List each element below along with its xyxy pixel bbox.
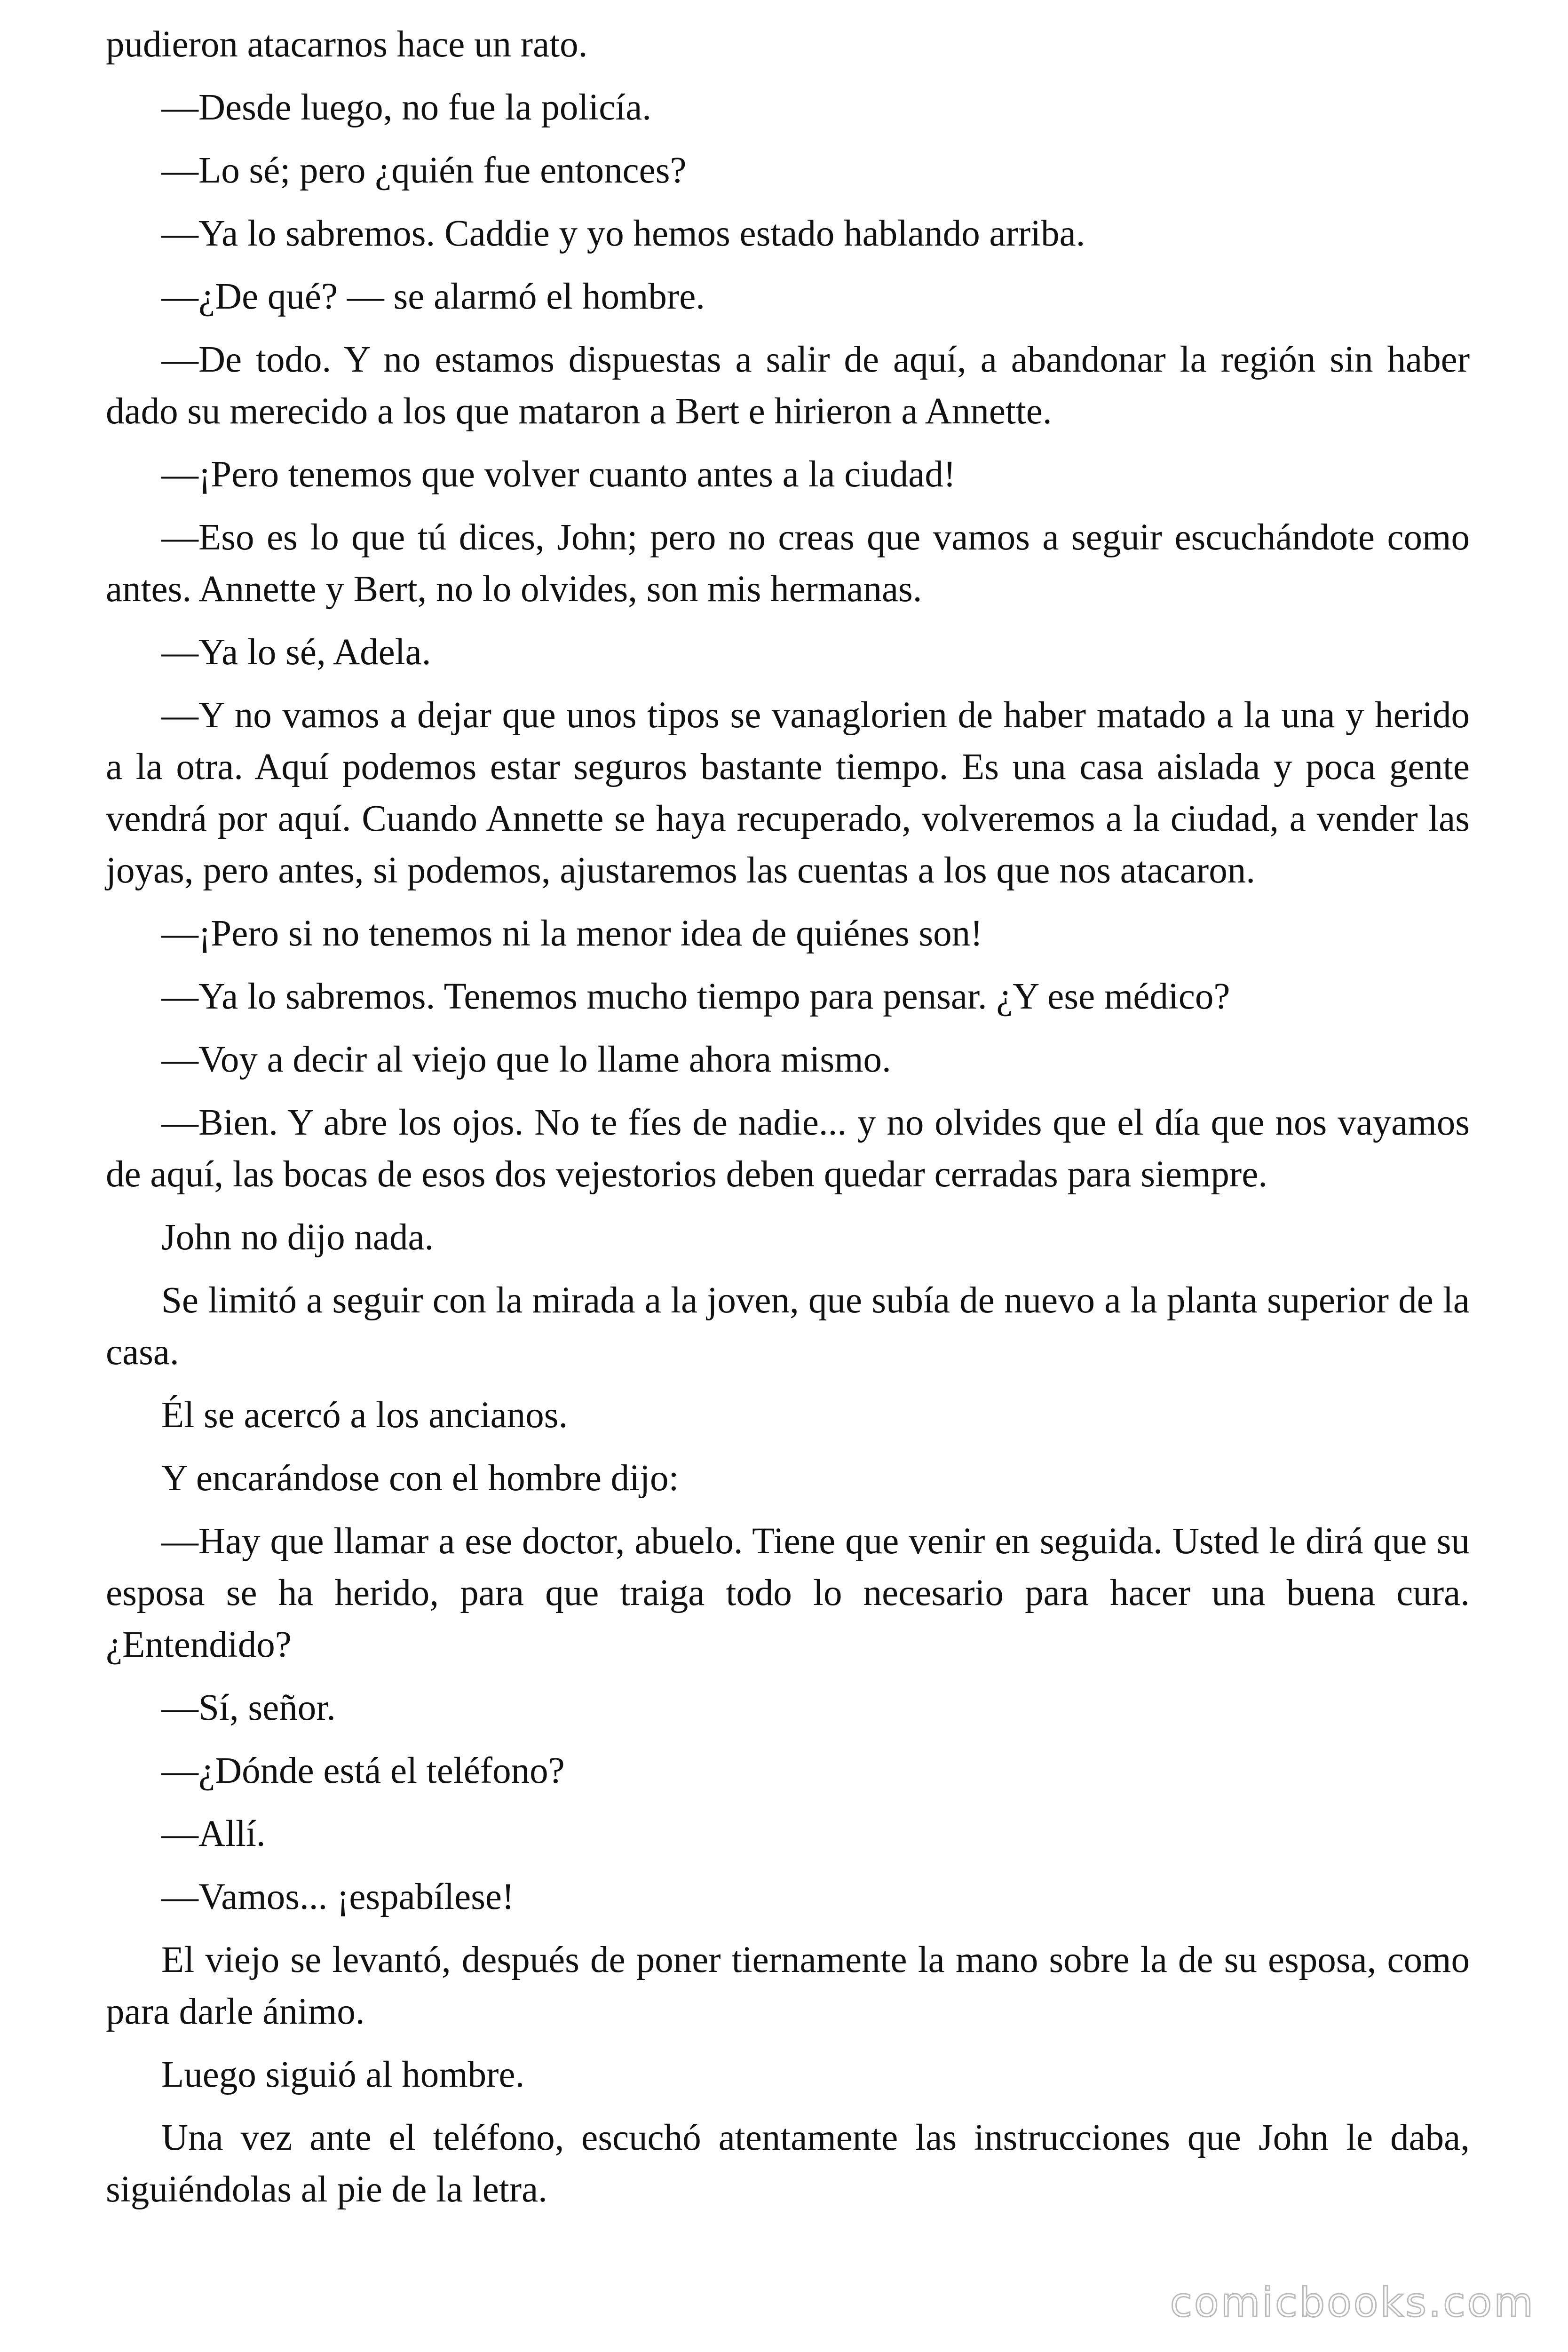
paragraph: —Bien. Y abre los ojos. No te fíes de nadie... y no olvides que el día que nos vayamos de aquí, las bocas de esos dos vejestorios deben quedar cerradas para siempre. [106, 1102, 1470, 1195]
paragraph: —Eso es lo que tú dices, John; pero no creas que vamos a seguir escuchándote como antes. Annette y Bert, no lo olvides, son mis hermanas. [106, 517, 1470, 610]
paragraph: —Allí. [161, 1813, 266, 1854]
paragraph: Y encarándose con el hombre dijo: [161, 1458, 679, 1499]
paragraph: Él se acercó a los ancianos. [161, 1395, 568, 1436]
paragraph: —Ya lo sabremos. Caddie y yo hemos estado hablando arriba. [161, 213, 1085, 254]
paragraph: —Sí, señor. [161, 1687, 336, 1728]
paragraph: —Desde luego, no fue la policía. [161, 87, 652, 128]
paragraph: —Hay que llamar a ese doctor, abuelo. Tiene que venir en seguida. Usted le dirá que su esposa se ha herido, para que traiga todo lo necesario para hacer una buena cura. ¿Entendido? [106, 1521, 1470, 1665]
paragraph: —Y no vamos a dejar que unos tipos se vanaglorien de haber matado a la una y herido a la otra. Aquí podemos estar seguros bastante tiempo. Es una casa aislada y poca gente vendrá por aquí. Cuando Annette se haya recuperado, volveremos a la ciudad, a vender las joyas, pero antes, si podemos, ajustaremos las cuentas a los que nos atacaron. [106, 695, 1470, 891]
watermark: comicbooks.com [1170, 2279, 1535, 2326]
paragraph: Luego siguió al hombre. [161, 2054, 525, 2095]
paragraph: —Voy a decir al viejo que lo llame ahora mismo. [161, 1039, 891, 1080]
paragraph: —¿Dónde está el teléfono? [161, 1750, 565, 1791]
paragraph: pudieron atacarnos hace un rato. [106, 24, 588, 65]
paragraph: —¿De qué? — se alarmó el hombre. [161, 276, 705, 317]
paragraph: El viejo se levantó, después de poner tiernamente la mano sobre la de su esposa, como para darle ánimo. [106, 1939, 1470, 2032]
paragraph: —Vamos... ¡espabílese! [161, 1876, 515, 1917]
paragraph: —De todo. Y no estamos dispuestas a salir de aquí, a abandonar la región sin haber dado su merecido a los que mataron a Bert e hirieron a Annette. [106, 339, 1470, 432]
paragraph: —Ya lo sabremos. Tenemos mucho tiempo para pensar. ¿Y ese médico? [161, 976, 1230, 1017]
paragraph: —Lo sé; pero ¿quién fue entonces? [161, 150, 687, 191]
paragraph: Una vez ante el teléfono, escuchó atentamente las instrucciones que John le daba, siguiéndolas al pie de la letra. [106, 2117, 1470, 2210]
paragraph: John no dijo nada. [161, 1217, 434, 1258]
paragraph: Se limitó a seguir con la mirada a la joven, que subía de nuevo a la planta superior de la casa. [106, 1280, 1470, 1373]
body-text [106, 19, 1470, 2227]
paragraph: —¡Pero tenemos que volver cuanto antes a la ciudad! [161, 454, 956, 495]
paragraph: —¡Pero si no tenemos ni la menor idea de quiénes son! [161, 913, 983, 954]
paragraph: —Ya lo sé, Adela. [161, 632, 431, 673]
